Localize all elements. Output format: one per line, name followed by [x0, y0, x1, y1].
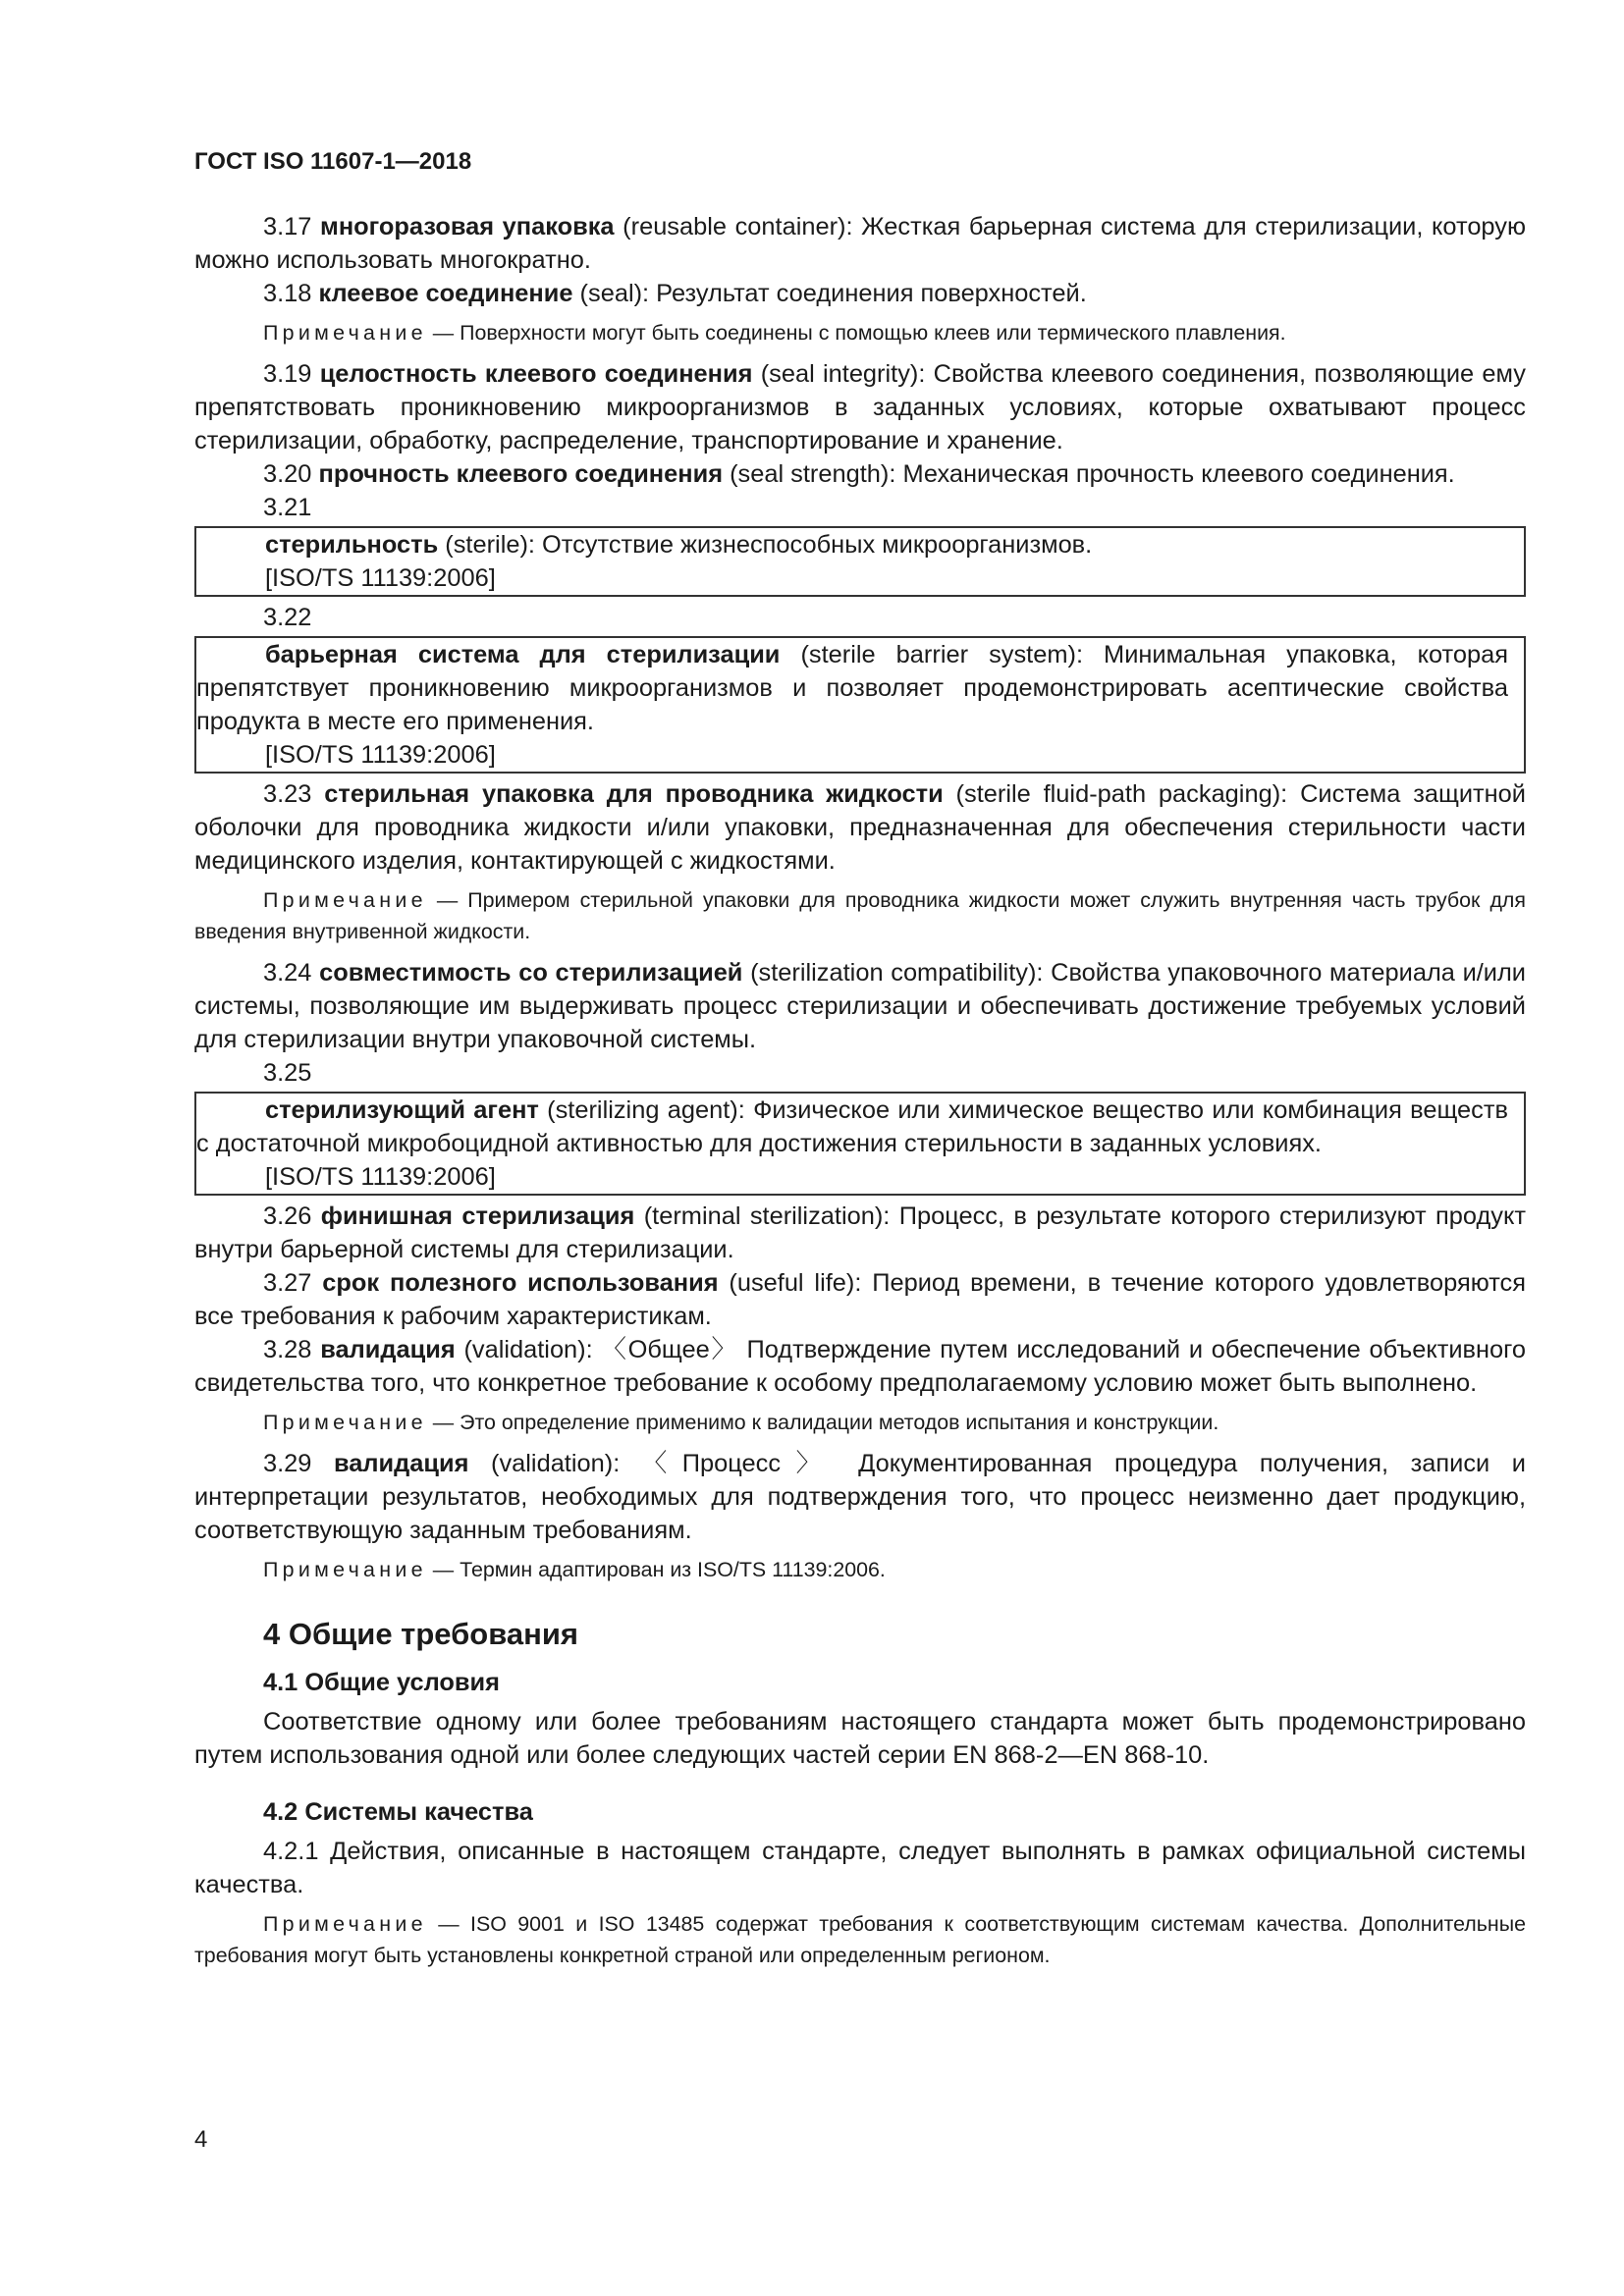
term-source: [ISO/TS 11139:2006] — [265, 741, 496, 769]
term-3-27: 3.27 срок полезного использования (useful life): Период времени, в течение которого удовлетворяются все требования к рабочим характеристикам. — [194, 1269, 1526, 1330]
note-3-28: Примечание — Это определение применимо к валидации методов испытания и конструкции. — [263, 1411, 1219, 1434]
term-box-3-22 — [194, 636, 1526, 774]
term-3-20: 3.20 прочность клеевого соединения (seal strength): Механическая прочность клеевого соединения. — [263, 460, 1455, 488]
term-name: целостность клеевого соединения — [319, 360, 753, 388]
term-number-3-21: 3.21 — [263, 494, 312, 521]
term-3-17: 3.17 многоразовая упаковка (reusable container): Жесткая барьерная система для стерилизации, которую можно использовать многократно. — [194, 213, 1527, 274]
term-name: совместимость со стерилизацией — [319, 959, 743, 987]
term-3-25: стерилизующий агент (sterilizing agent): Физическое или химическое вещество или комбинация веществ с достаточной микробоцидной активностью для достижения стерильности в заданных условиях. — [196, 1096, 1508, 1157]
page-number: 4 — [194, 2126, 208, 2153]
term-box-3-21 — [194, 526, 1526, 597]
section-4-1-heading: 4.1 Общие условия — [263, 1669, 500, 1696]
term-3-22: барьерная система для стерилизации (sterile barrier system): Минимальная упаковка, которая препятствует проникновению микроорганизмов и позволяет продемонстрировать асептические свойства продукта в месте его применения. — [196, 641, 1508, 735]
term-3-24: 3.24 совместимость со стерилизацией (sterilization compatibility): Свойства упаковочного материала и/или системы, позволяющие им выдерживать процесс стерилизации и обеспечивать достижение требуемых условий для стерилизации внутри упаковочной системы. — [194, 959, 1526, 1053]
term-name: валидация — [334, 1450, 469, 1477]
term-source: [ISO/TS 11139:2006] — [265, 564, 496, 592]
term-3-23: 3.23 стерильная упаковка для проводника жидкости (sterile fluid-path packaging): Система защитной оболочки для проводника жидкости и/или упаковки, предназначенная для обеспечения стерильности части медицинского изделия, контактирующей с жидкостями. — [194, 780, 1526, 875]
term-name: прочность клеевого соединения — [318, 460, 724, 488]
term-number-3-25: 3.25 — [263, 1059, 312, 1087]
term-name: многоразовая упаковка — [320, 213, 615, 240]
term-number-3-22: 3.22 — [263, 604, 312, 631]
term-source: [ISO/TS 11139:2006] — [265, 1163, 496, 1191]
section-4-2-1-text: 4.2.1 Действия, описанные в настоящем стандарте, следует выполнять в рамках официальной системы качества. — [194, 1838, 1526, 1898]
term-name: срок полезного использования — [322, 1269, 719, 1297]
section-4-2-heading: 4.2 Системы качества — [263, 1798, 533, 1826]
term-name: финишная стерилизация — [320, 1202, 635, 1230]
note-4-2-1: Примечание — ISO 9001 и ISO 13485 содержат требования к соответствующим системам качества. Дополнительные требования могут быть установлены конкретной страной или определенным регионом. — [194, 1912, 1526, 1967]
note-3-23: Примечание — Примером стерильной упаковки для проводника жидкости может служить внутренняя часть трубок для введения внутривенной жидкости. — [194, 888, 1526, 943]
section-4-heading: 4 Общие требования — [263, 1617, 578, 1651]
term-name: стерилизующий агент — [265, 1096, 539, 1124]
term-name: клеевое соединение — [318, 280, 573, 307]
term-box-3-25 — [194, 1092, 1526, 1196]
term-3-18: 3.18 клеевое соединение (seal): Результат соединения поверхностей. — [263, 280, 1087, 307]
section-4-1-text: Соответствие одному или более требованиям настоящего стандарта может быть продемонстрировано путем использования одной или более следующих частей серии EN 868-2—EN 868-10. — [194, 1708, 1526, 1769]
term-name: барьерная система для стерилизации — [265, 641, 781, 668]
term-3-26: 3.26 финишная стерилизация (terminal sterilization): Процесс, в результате которого стерилизуют продукт внутри барьерной системы для стерилизации. — [194, 1202, 1527, 1263]
term-name: стерильность — [265, 531, 439, 559]
document-header: ГОСТ ISO 11607-1—2018 — [194, 148, 472, 175]
term-3-29: 3.29 валидация (validation): 〈Процесс〉 Документированная процедура получения, записи и интерпретации результатов, необходимых для подтверждения того, что процесс неизменно дает продукцию, соответствующую заданным требованиям. — [194, 1450, 1526, 1544]
page-content — [194, 147, 1526, 1980]
term-name: валидация — [320, 1336, 456, 1363]
term-3-19: 3.19 целостность клеевого соединения (seal integrity): Свойства клеевого соединения, позволяющие ему препятствовать проникновению микроорганизмов в заданных условиях, которые охватывают процесс стерилизации, обработку, распределение, транспортирование и хранение. — [194, 360, 1526, 454]
note-3-29: Примечание — Термин адаптирован из ISO/TS 11139:2006. — [263, 1558, 886, 1581]
term-3-28: 3.28 валидация (validation): 〈Общее〉 Подтверждение путем исследований и обеспечение объективного свидетельства того, что конкретное требование к особому предполагаемому условию может быть выполнено. — [194, 1336, 1526, 1397]
note-3-18: Примечание — Поверхности могут быть соединены с помощью клеев или термического плавления. — [263, 321, 1286, 345]
term-name: стерильная упаковка для проводника жидкости — [324, 780, 944, 808]
term-3-21: стерильность (sterile): Отсутствие жизнеспособных микроорганизмов. — [265, 531, 1093, 559]
